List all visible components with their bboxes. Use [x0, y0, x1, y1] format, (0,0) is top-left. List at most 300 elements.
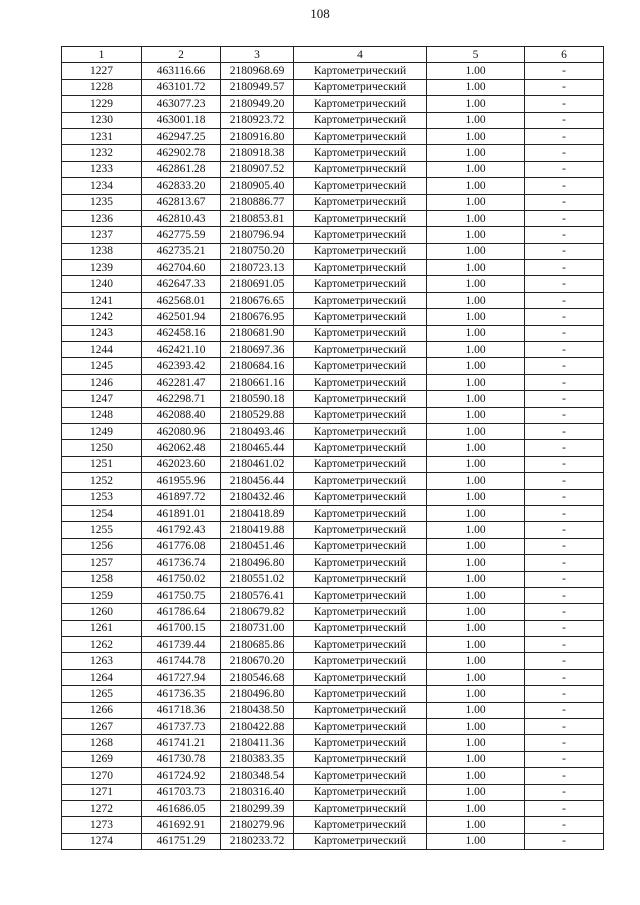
- table-row: [62, 538, 604, 554]
- x-coordinate-cell: 462568.01: [142, 292, 221, 308]
- point-number-cell: 1261: [62, 620, 142, 636]
- y-coordinate-cell: 2180886.77: [221, 194, 294, 210]
- note-cell: -: [525, 145, 604, 161]
- accuracy-cell: 1.00: [427, 702, 525, 718]
- x-coordinate-cell: 461692.91: [142, 817, 221, 833]
- table-row: [62, 374, 604, 390]
- y-coordinate-cell: 2180461.02: [221, 456, 294, 472]
- accuracy-cell: 1.00: [427, 423, 525, 439]
- table-header: [62, 47, 604, 63]
- accuracy-cell: 1.00: [427, 96, 525, 112]
- method-cell: Картометрический: [294, 555, 427, 571]
- accuracy-cell: 1.00: [427, 522, 525, 538]
- table-row: [62, 751, 604, 767]
- method-cell: Картометрический: [294, 817, 427, 833]
- method-cell: Картометрический: [294, 358, 427, 374]
- x-coordinate-cell: 461736.74: [142, 555, 221, 571]
- accuracy-cell: 1.00: [427, 325, 525, 341]
- point-number-cell: 1257: [62, 555, 142, 571]
- method-cell: Картометрический: [294, 669, 427, 685]
- y-coordinate-cell: 2180679.82: [221, 604, 294, 620]
- point-number-cell: 1259: [62, 587, 142, 603]
- x-coordinate-cell: 462080.96: [142, 423, 221, 439]
- y-coordinate-cell: 2180916.80: [221, 128, 294, 144]
- table-row: [62, 653, 604, 669]
- accuracy-cell: 1.00: [427, 243, 525, 259]
- note-cell: -: [525, 407, 604, 423]
- table-row: [62, 784, 604, 800]
- y-coordinate-cell: 2180233.72: [221, 833, 294, 849]
- y-coordinate-cell: 2180750.20: [221, 243, 294, 259]
- point-number-cell: 1233: [62, 161, 142, 177]
- y-coordinate-cell: 2180853.81: [221, 210, 294, 226]
- method-cell: Картометрический: [294, 374, 427, 390]
- accuracy-cell: 1.00: [427, 440, 525, 456]
- note-cell: -: [525, 768, 604, 784]
- y-coordinate-cell: 2180923.72: [221, 112, 294, 128]
- note-cell: -: [525, 342, 604, 358]
- table-row: [62, 768, 604, 784]
- note-cell: -: [525, 391, 604, 407]
- accuracy-cell: 1.00: [427, 555, 525, 571]
- method-cell: Картометрический: [294, 178, 427, 194]
- y-coordinate-cell: 2180279.96: [221, 817, 294, 833]
- table-row: [62, 669, 604, 685]
- y-coordinate-cell: 2180419.88: [221, 522, 294, 538]
- table-row: [62, 112, 604, 128]
- method-cell: Картометрический: [294, 719, 427, 735]
- accuracy-cell: 1.00: [427, 178, 525, 194]
- method-cell: Картометрический: [294, 456, 427, 472]
- x-coordinate-cell: 463101.72: [142, 79, 221, 95]
- note-cell: -: [525, 784, 604, 800]
- point-number-cell: 1274: [62, 833, 142, 849]
- accuracy-cell: 1.00: [427, 112, 525, 128]
- y-coordinate-cell: 2180496.80: [221, 555, 294, 571]
- note-cell: -: [525, 702, 604, 718]
- x-coordinate-cell: 462501.94: [142, 309, 221, 325]
- method-cell: Картометрический: [294, 260, 427, 276]
- y-coordinate-cell: 2180681.90: [221, 325, 294, 341]
- x-coordinate-cell: 462810.43: [142, 210, 221, 226]
- header-row: [62, 47, 604, 63]
- table-row: [62, 407, 604, 423]
- method-cell: Картометрический: [294, 538, 427, 554]
- x-coordinate-cell: 462902.78: [142, 145, 221, 161]
- y-coordinate-cell: 2180684.16: [221, 358, 294, 374]
- point-number-cell: 1229: [62, 96, 142, 112]
- y-coordinate-cell: 2180348.54: [221, 768, 294, 784]
- table-row: [62, 505, 604, 521]
- accuracy-cell: 1.00: [427, 538, 525, 554]
- table-row: [62, 292, 604, 308]
- x-coordinate-cell: 461727.94: [142, 669, 221, 685]
- y-coordinate-cell: 2180316.40: [221, 784, 294, 800]
- x-coordinate-cell: 462647.33: [142, 276, 221, 292]
- y-coordinate-cell: 2180418.89: [221, 505, 294, 521]
- point-number-cell: 1241: [62, 292, 142, 308]
- method-cell: Картометрический: [294, 440, 427, 456]
- table-row: [62, 243, 604, 259]
- table-row: [62, 194, 604, 210]
- point-number-cell: 1237: [62, 227, 142, 243]
- column-header-1: 1: [62, 47, 142, 63]
- y-coordinate-cell: 2180691.05: [221, 276, 294, 292]
- y-coordinate-cell: 2180661.16: [221, 374, 294, 390]
- note-cell: -: [525, 128, 604, 144]
- method-cell: Картометрический: [294, 620, 427, 636]
- accuracy-cell: 1.00: [427, 571, 525, 587]
- method-cell: Картометрический: [294, 686, 427, 702]
- table-row: [62, 719, 604, 735]
- method-cell: Картометрический: [294, 751, 427, 767]
- accuracy-cell: 1.00: [427, 686, 525, 702]
- page-number: 108: [310, 6, 330, 21]
- table-row: [62, 473, 604, 489]
- point-number-cell: 1263: [62, 653, 142, 669]
- x-coordinate-cell: 462088.40: [142, 407, 221, 423]
- method-cell: Картометрический: [294, 342, 427, 358]
- method-cell: Картометрический: [294, 227, 427, 243]
- point-number-cell: 1240: [62, 276, 142, 292]
- method-cell: Картометрический: [294, 768, 427, 784]
- point-number-cell: 1231: [62, 128, 142, 144]
- method-cell: Картометрический: [294, 309, 427, 325]
- accuracy-cell: 1.00: [427, 342, 525, 358]
- table-row: [62, 489, 604, 505]
- table-row: [62, 210, 604, 226]
- y-coordinate-cell: 2180949.20: [221, 96, 294, 112]
- accuracy-cell: 1.00: [427, 751, 525, 767]
- x-coordinate-cell: 462298.71: [142, 391, 221, 407]
- x-coordinate-cell: 462813.67: [142, 194, 221, 210]
- column-header-4: 4: [294, 47, 427, 63]
- method-cell: Картометрический: [294, 194, 427, 210]
- table-row: [62, 440, 604, 456]
- note-cell: -: [525, 686, 604, 702]
- point-number-cell: 1270: [62, 768, 142, 784]
- table-row: [62, 817, 604, 833]
- column-header-2: 2: [142, 47, 221, 63]
- method-cell: Картометрический: [294, 128, 427, 144]
- point-number-cell: 1264: [62, 669, 142, 685]
- point-number-cell: 1268: [62, 735, 142, 751]
- method-cell: Картометрический: [294, 292, 427, 308]
- table-row: [62, 63, 604, 79]
- note-cell: -: [525, 620, 604, 636]
- y-coordinate-cell: 2180723.13: [221, 260, 294, 276]
- note-cell: -: [525, 587, 604, 603]
- x-coordinate-cell: 461686.05: [142, 800, 221, 816]
- method-cell: Картометрический: [294, 145, 427, 161]
- accuracy-cell: 1.00: [427, 833, 525, 849]
- point-number-cell: 1271: [62, 784, 142, 800]
- accuracy-cell: 1.00: [427, 292, 525, 308]
- accuracy-cell: 1.00: [427, 161, 525, 177]
- point-number-cell: 1227: [62, 63, 142, 79]
- accuracy-cell: 1.00: [427, 489, 525, 505]
- note-cell: -: [525, 292, 604, 308]
- method-cell: Картометрический: [294, 407, 427, 423]
- table-row: [62, 309, 604, 325]
- x-coordinate-cell: 462833.20: [142, 178, 221, 194]
- y-coordinate-cell: 2180299.39: [221, 800, 294, 816]
- note-cell: -: [525, 800, 604, 816]
- accuracy-cell: 1.00: [427, 63, 525, 79]
- x-coordinate-cell: 461792.43: [142, 522, 221, 538]
- note-cell: -: [525, 358, 604, 374]
- y-coordinate-cell: 2180685.86: [221, 637, 294, 653]
- accuracy-cell: 1.00: [427, 194, 525, 210]
- x-coordinate-cell: 462281.47: [142, 374, 221, 390]
- y-coordinate-cell: 2180432.46: [221, 489, 294, 505]
- x-coordinate-cell: 461776.08: [142, 538, 221, 554]
- method-cell: Картометрический: [294, 522, 427, 538]
- x-coordinate-cell: 463116.66: [142, 63, 221, 79]
- note-cell: -: [525, 227, 604, 243]
- note-cell: -: [525, 637, 604, 653]
- table-row: [62, 79, 604, 95]
- accuracy-cell: 1.00: [427, 604, 525, 620]
- point-number-cell: 1267: [62, 719, 142, 735]
- y-coordinate-cell: 2180676.65: [221, 292, 294, 308]
- note-cell: -: [525, 210, 604, 226]
- x-coordinate-cell: 462704.60: [142, 260, 221, 276]
- y-coordinate-cell: 2180670.20: [221, 653, 294, 669]
- method-cell: Картометрический: [294, 276, 427, 292]
- table-row: [62, 456, 604, 472]
- method-cell: Картометрический: [294, 489, 427, 505]
- x-coordinate-cell: 461739.44: [142, 637, 221, 653]
- note-cell: -: [525, 309, 604, 325]
- x-coordinate-cell: 462393.42: [142, 358, 221, 374]
- table-row: [62, 604, 604, 620]
- note-cell: -: [525, 63, 604, 79]
- note-cell: -: [525, 817, 604, 833]
- accuracy-cell: 1.00: [427, 374, 525, 390]
- x-coordinate-cell: 461786.64: [142, 604, 221, 620]
- y-coordinate-cell: 2180383.35: [221, 751, 294, 767]
- x-coordinate-cell: 461891.01: [142, 505, 221, 521]
- accuracy-cell: 1.00: [427, 260, 525, 276]
- note-cell: -: [525, 325, 604, 341]
- method-cell: Картометрический: [294, 784, 427, 800]
- accuracy-cell: 1.00: [427, 800, 525, 816]
- x-coordinate-cell: 461750.75: [142, 587, 221, 603]
- x-coordinate-cell: 461750.02: [142, 571, 221, 587]
- accuracy-cell: 1.00: [427, 145, 525, 161]
- method-cell: Картометрический: [294, 653, 427, 669]
- note-cell: -: [525, 79, 604, 95]
- accuracy-cell: 1.00: [427, 653, 525, 669]
- y-coordinate-cell: 2180905.40: [221, 178, 294, 194]
- x-coordinate-cell: 463001.18: [142, 112, 221, 128]
- accuracy-cell: 1.00: [427, 227, 525, 243]
- note-cell: -: [525, 161, 604, 177]
- y-coordinate-cell: 2180438.50: [221, 702, 294, 718]
- note-cell: -: [525, 489, 604, 505]
- y-coordinate-cell: 2180422.88: [221, 719, 294, 735]
- table-row: [62, 358, 604, 374]
- method-cell: Картометрический: [294, 63, 427, 79]
- note-cell: -: [525, 653, 604, 669]
- note-cell: -: [525, 423, 604, 439]
- note-cell: -: [525, 719, 604, 735]
- note-cell: -: [525, 538, 604, 554]
- note-cell: -: [525, 456, 604, 472]
- table-row: [62, 423, 604, 439]
- note-cell: -: [525, 178, 604, 194]
- method-cell: Картометрический: [294, 571, 427, 587]
- note-cell: -: [525, 735, 604, 751]
- column-header-3: 3: [221, 47, 294, 63]
- table-row: [62, 96, 604, 112]
- x-coordinate-cell: 462775.59: [142, 227, 221, 243]
- x-coordinate-cell: 461730.78: [142, 751, 221, 767]
- point-number-cell: 1254: [62, 505, 142, 521]
- point-number-cell: 1252: [62, 473, 142, 489]
- accuracy-cell: 1.00: [427, 505, 525, 521]
- point-number-cell: 1260: [62, 604, 142, 620]
- point-number-cell: 1262: [62, 637, 142, 653]
- x-coordinate-cell: 462023.60: [142, 456, 221, 472]
- x-coordinate-cell: 461703.73: [142, 784, 221, 800]
- accuracy-cell: 1.00: [427, 669, 525, 685]
- accuracy-cell: 1.00: [427, 620, 525, 636]
- x-coordinate-cell: 462735.21: [142, 243, 221, 259]
- note-cell: -: [525, 440, 604, 456]
- point-number-cell: 1247: [62, 391, 142, 407]
- note-cell: -: [525, 96, 604, 112]
- accuracy-cell: 1.00: [427, 719, 525, 735]
- accuracy-cell: 1.00: [427, 276, 525, 292]
- note-cell: -: [525, 243, 604, 259]
- accuracy-cell: 1.00: [427, 128, 525, 144]
- accuracy-cell: 1.00: [427, 817, 525, 833]
- note-cell: -: [525, 571, 604, 587]
- table-row: [62, 145, 604, 161]
- note-cell: -: [525, 604, 604, 620]
- point-number-cell: 1245: [62, 358, 142, 374]
- table-row: [62, 522, 604, 538]
- y-coordinate-cell: 2180456.44: [221, 473, 294, 489]
- table-row: [62, 178, 604, 194]
- method-cell: Картометрический: [294, 735, 427, 751]
- note-cell: -: [525, 522, 604, 538]
- table-row: [62, 260, 604, 276]
- accuracy-cell: 1.00: [427, 768, 525, 784]
- point-number-cell: 1269: [62, 751, 142, 767]
- point-number-cell: 1238: [62, 243, 142, 259]
- x-coordinate-cell: 462947.25: [142, 128, 221, 144]
- table-row: [62, 620, 604, 636]
- x-coordinate-cell: 463077.23: [142, 96, 221, 112]
- y-coordinate-cell: 2180496.80: [221, 686, 294, 702]
- point-number-cell: 1258: [62, 571, 142, 587]
- x-coordinate-cell: 461737.73: [142, 719, 221, 735]
- table-row: [62, 128, 604, 144]
- y-coordinate-cell: 2180697.36: [221, 342, 294, 358]
- method-cell: Картометрический: [294, 702, 427, 718]
- x-coordinate-cell: 462421.10: [142, 342, 221, 358]
- method-cell: Картометрический: [294, 587, 427, 603]
- column-header-5: 5: [427, 47, 525, 63]
- accuracy-cell: 1.00: [427, 79, 525, 95]
- accuracy-cell: 1.00: [427, 391, 525, 407]
- table-row: [62, 161, 604, 177]
- y-coordinate-cell: 2180796.94: [221, 227, 294, 243]
- x-coordinate-cell: 461741.21: [142, 735, 221, 751]
- point-number-cell: 1230: [62, 112, 142, 128]
- x-coordinate-cell: 461700.15: [142, 620, 221, 636]
- point-number-cell: 1235: [62, 194, 142, 210]
- table-row: [62, 391, 604, 407]
- y-coordinate-cell: 2180493.46: [221, 423, 294, 439]
- y-coordinate-cell: 2180731.00: [221, 620, 294, 636]
- note-cell: -: [525, 194, 604, 210]
- point-number-cell: 1232: [62, 145, 142, 161]
- point-number-cell: 1273: [62, 817, 142, 833]
- method-cell: Картометрический: [294, 423, 427, 439]
- x-coordinate-cell: 461724.92: [142, 768, 221, 784]
- note-cell: -: [525, 751, 604, 767]
- method-cell: Картометрический: [294, 243, 427, 259]
- method-cell: Картометрический: [294, 325, 427, 341]
- point-number-cell: 1228: [62, 79, 142, 95]
- x-coordinate-cell: 461751.29: [142, 833, 221, 849]
- table-row: [62, 342, 604, 358]
- table-row: [62, 686, 604, 702]
- x-coordinate-cell: 461736.35: [142, 686, 221, 702]
- table-row: [62, 637, 604, 653]
- note-cell: -: [525, 112, 604, 128]
- y-coordinate-cell: 2180676.95: [221, 309, 294, 325]
- table-row: [62, 227, 604, 243]
- y-coordinate-cell: 2180551.02: [221, 571, 294, 587]
- point-number-cell: 1253: [62, 489, 142, 505]
- table-row: [62, 735, 604, 751]
- method-cell: Картометрический: [294, 112, 427, 128]
- table-row: [62, 276, 604, 292]
- note-cell: -: [525, 473, 604, 489]
- note-cell: -: [525, 374, 604, 390]
- y-coordinate-cell: 2180411.36: [221, 735, 294, 751]
- method-cell: Картометрический: [294, 505, 427, 521]
- note-cell: -: [525, 555, 604, 571]
- y-coordinate-cell: 2180576.41: [221, 587, 294, 603]
- method-cell: Картометрический: [294, 210, 427, 226]
- note-cell: -: [525, 260, 604, 276]
- method-cell: Картометрический: [294, 79, 427, 95]
- y-coordinate-cell: 2180451.46: [221, 538, 294, 554]
- table-body: [62, 63, 604, 850]
- y-coordinate-cell: 2180546.68: [221, 669, 294, 685]
- accuracy-cell: 1.00: [427, 456, 525, 472]
- x-coordinate-cell: 462062.48: [142, 440, 221, 456]
- accuracy-cell: 1.00: [427, 735, 525, 751]
- point-number-cell: 1256: [62, 538, 142, 554]
- method-cell: Картометрический: [294, 604, 427, 620]
- point-number-cell: 1243: [62, 325, 142, 341]
- point-number-cell: 1251: [62, 456, 142, 472]
- y-coordinate-cell: 2180968.69: [221, 63, 294, 79]
- point-number-cell: 1266: [62, 702, 142, 718]
- point-number-cell: 1234: [62, 178, 142, 194]
- point-number-cell: 1265: [62, 686, 142, 702]
- method-cell: Картометрический: [294, 637, 427, 653]
- point-number-cell: 1244: [62, 342, 142, 358]
- accuracy-cell: 1.00: [427, 637, 525, 653]
